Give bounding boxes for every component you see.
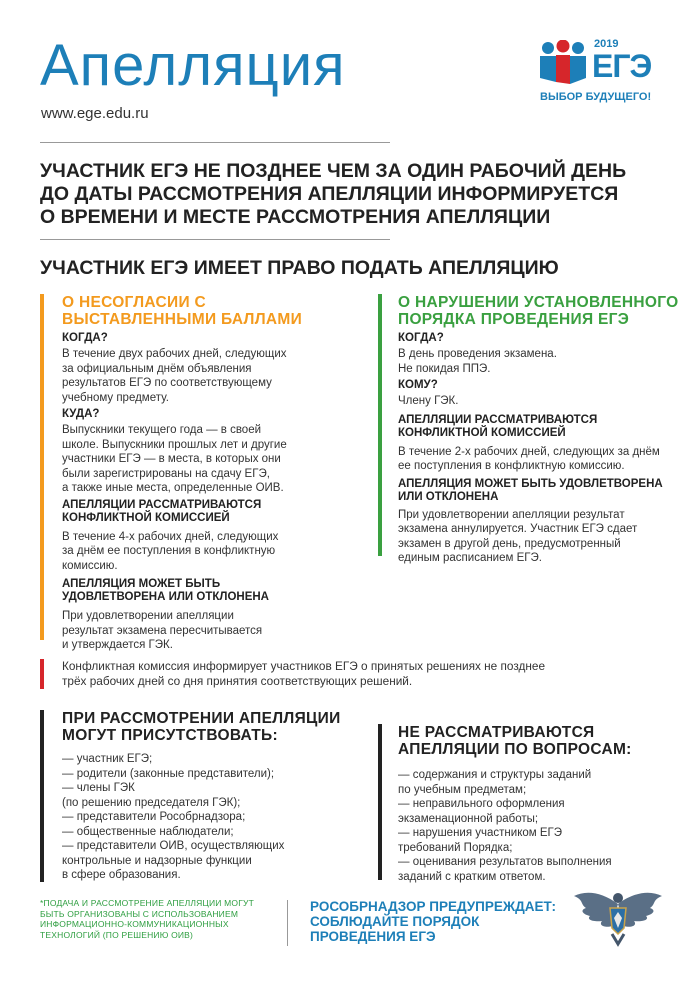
not-considered-item: — нарушения участником ЕГЭ требований Порядка; bbox=[398, 827, 563, 854]
present-item: — общественные наблюдатели; bbox=[62, 825, 234, 838]
present-block bbox=[40, 710, 350, 882]
left-q-where: КУДА? bbox=[62, 408, 100, 420]
commission-notice bbox=[40, 659, 660, 689]
left-a-commission: В течение 4-х рабочих дней, следующих за днём ее поступления в конфликтную комиссию. bbox=[62, 530, 279, 572]
left-a-when: В течение двух рабочих дней, следующих за официальным днём объявления результатов ЕГЭ по соответствующему учебному предмету. bbox=[62, 348, 287, 404]
left-q-when: КОГДА? bbox=[62, 332, 108, 344]
left-q-commission: АПЕЛЛЯЦИИ РАССМАТРИВАЮТСЯ КОНФЛИКТНОЙ КОМИССИЕЙ bbox=[62, 498, 262, 524]
present-item: — участник ЕГЭ; bbox=[62, 753, 153, 765]
header-divider bbox=[40, 142, 390, 143]
not-considered-title: НЕ РАССМАТРИВАЮТСЯ АПЕЛЛЯЦИИ ПО ВОПРОСАМ: bbox=[398, 724, 632, 758]
right-q-commission: АПЕЛЛЯЦИИ РАССМАТРИВАЮТСЯ КОНФЛИКТНОЙ КОМИССИЕЙ bbox=[398, 413, 598, 439]
notice-text: Конфликтная комиссия информирует участников ЕГЭ о принятых решениях не позднее трёх рабочих дней со дня принятия соответствующих решений. bbox=[62, 659, 546, 688]
present-item: — представители Рособрнадзора; bbox=[62, 811, 246, 823]
right-q-when: КОГДА? bbox=[398, 332, 444, 344]
notice-bar bbox=[40, 659, 44, 689]
not-considered-block bbox=[378, 724, 678, 883]
lead-divider bbox=[40, 239, 390, 240]
right-a-commission: В течение 2-х рабочих дней, следующих за днём ее поступления в конфликтную комиссию. bbox=[398, 445, 660, 472]
right-column bbox=[378, 294, 679, 564]
not-considered-bar bbox=[378, 724, 382, 880]
right-q-outcome: АПЕЛЛЯЦИЯ МОЖЕТ БЫТЬ УДОВЛЕТВОРЕНА ИЛИ ОТКЛОНЕНА bbox=[398, 477, 663, 503]
logo-year: 2019 bbox=[594, 38, 619, 50]
logo-name: ЕГЭ bbox=[592, 48, 652, 84]
left-column-bar bbox=[40, 294, 44, 640]
subheading: УЧАСТНИК ЕГЭ ИМЕЕТ ПРАВО ПОДАТЬ АПЕЛЛЯЦИЮ bbox=[40, 257, 559, 279]
right-a-when: В день проведения экзамена. Не покидая ППЭ. bbox=[398, 348, 557, 375]
not-considered-item: — содержания и структуры заданий по учебным предметам; bbox=[398, 769, 592, 796]
left-q-outcome: АПЕЛЛЯЦИЯ МОЖЕТ БЫТЬ УДОВЛЕТВОРЕНА ИЛИ ОТКЛОНЕНА bbox=[62, 578, 269, 603]
lead-text: УЧАСТНИК ЕГЭ НЕ ПОЗДНЕЕ ЧЕМ ЗА ОДИН РАБОЧИЙ ДЕНЬ ДО ДАТЫ РАССМОТРЕНИЯ АПЕЛЛЯЦИИ ИНФОРМИРУЕТСЯ О ВРЕМЕНИ И МЕСТЕ РАССМОТРЕНИЯ АПЕЛЛЯЦИИ bbox=[40, 160, 627, 228]
right-a-whom: Члену ГЭК. bbox=[398, 395, 459, 407]
not-considered-item: — неправильного оформления экзаменационной работы; bbox=[398, 798, 565, 825]
ege-logo-icon bbox=[536, 40, 596, 88]
logo-slogan: ВЫБОР БУДУЩЕГО! bbox=[540, 91, 652, 103]
eagle-emblem-icon bbox=[572, 888, 664, 950]
present-block-title: ПРИ РАССМОТРЕНИИ АПЕЛЛЯЦИИ МОГУТ ПРИСУТСТВОВАТЬ: bbox=[62, 710, 341, 744]
right-column-title: О НАРУШЕНИИ УСТАНОВЛЕННОГО ПОРЯДКА ПРОВЕДЕНИЯ ЕГЭ bbox=[398, 294, 679, 328]
present-item: — члены ГЭК (по решению председателя ГЭК); bbox=[62, 782, 241, 809]
right-a-outcome: При удовлетворении апелляции результат экзамена аннулируется. Участник ЕГЭ сдает экзамен в другой день, предусмотренный единым расписанием ЕГЭ. bbox=[398, 508, 638, 564]
left-a-outcome: При удовлетворении апелляции результат экзамена пересчитывается и утверждается ГЭК. bbox=[62, 610, 263, 651]
footnote: *ПОДАЧА И РАССМОТРЕНИЕ АПЕЛЛЯЦИИ МОГУТ БЫТЬ ОРГАНИЗОВАНЫ С ИСПОЛЬЗОВАНИЕМ ИНФОРМАЦИОННО-КОММУНИКАЦИОННЫХ ТЕХНОЛОГИЙ (ПО РЕШЕНИЮ ОИВ) bbox=[40, 898, 255, 940]
left-column bbox=[40, 294, 340, 651]
site-url[interactable]: www.ege.edu.ru bbox=[41, 105, 149, 122]
present-block-bar bbox=[40, 710, 44, 882]
footer-divider bbox=[287, 900, 288, 946]
present-item: — родители (законные представители); bbox=[62, 767, 275, 780]
left-column-title: О НЕСОГЛАСИИ С ВЫСТАВЛЕННЫМИ БАЛЛАМИ bbox=[62, 294, 303, 328]
right-q-whom: КОМУ? bbox=[398, 379, 438, 391]
left-a-where: Выпускники текущего года — в своей школе. Выпускники прошлых лет и другие участники ЕГЭ — в места, в которых они были зарегистрированы на сдачу ЕГЭ, а также иные места, определенные ОИВ. bbox=[62, 424, 287, 494]
not-considered-item: — оценивания результатов выполнения заданий с кратким ответом. bbox=[398, 856, 612, 883]
present-item: — представители ОИВ, осуществляющих контрольные и надзорные функции в сфере образования. bbox=[62, 840, 285, 881]
page-title: Апелляция bbox=[40, 33, 346, 98]
right-column-bar bbox=[378, 294, 382, 556]
ege-logo bbox=[536, 38, 666, 108]
rosobrnadzor-warning: РОСОБРНАДЗОР ПРЕДУПРЕЖДАЕТ: СОБЛЮДАЙТЕ ПОРЯДОК ПРОВЕДЕНИЯ ЕГЭ bbox=[310, 899, 557, 944]
